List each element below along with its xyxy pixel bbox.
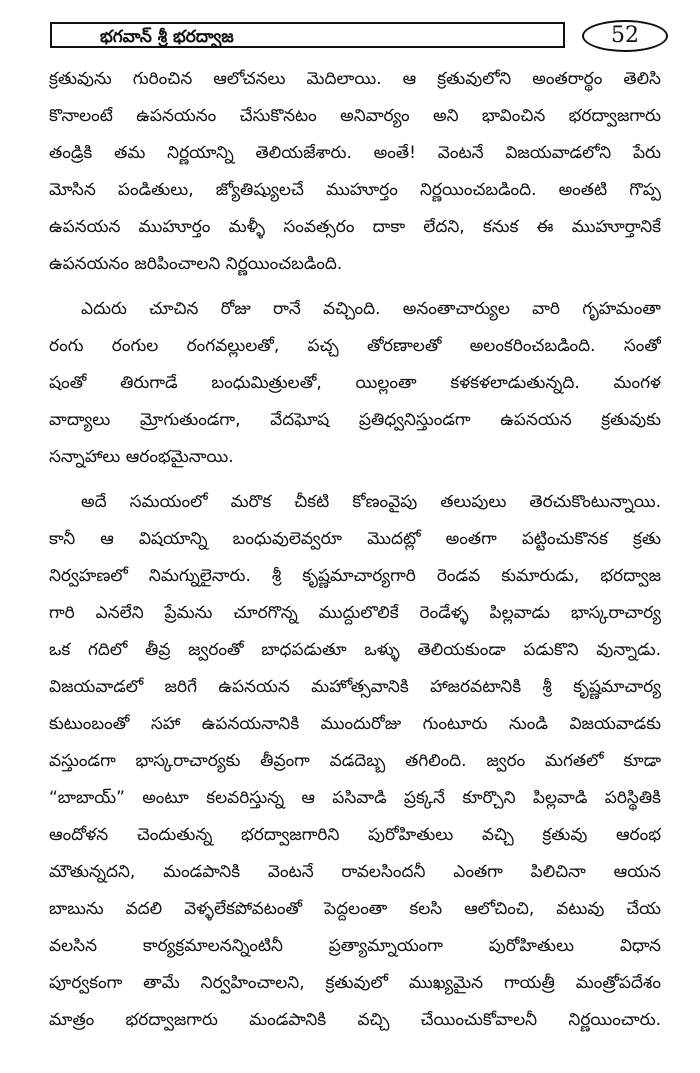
text-line: మోసిన పండితులు, జ్యోతిష్యులచే ముహూర్తం నిర్ణయించబడింది. అంతటి గొప్ప: [49, 180, 661, 200]
paragraph-gap: [49, 476, 661, 484]
text-line: పూర్వకంగా తామే నిర్వహించాలని, క్రతువులో ముఖ్యమైన గాయత్రీ మంత్రోపదేశం: [49, 973, 661, 993]
page-number: 52: [582, 20, 668, 52]
body-text: [49, 61, 661, 1039]
paragraph-1: [49, 61, 661, 283]
text-line: రంగు రంగుల రంగవల్లులతో, పచ్చ తోరణాలతో అలంకరించబడింది. సంతో: [49, 336, 661, 356]
text-line: ఒక గదిలో తీవ్ర జ్వరంతో బాధపడుతూ ఒళ్ళు తెలియకుండా పడుకొని వున్నాడు.: [49, 640, 661, 660]
header-title-box: [50, 22, 565, 48]
text-line: మాత్రం భరద్వాజగారు మండపానికి వచ్చి చేయించుకోవాలనీ నిర్ణయించారు.: [49, 1010, 661, 1030]
text-line: క్రతువును గురించిన ఆలోచనలు మెదిలాయి. ఆ క్రతువులోని అంతరార్థం తెలిసి: [49, 69, 661, 89]
text-line: అదే సమయంలో మరొక చీకటి కోణంవైపు తలుపులు తెరచుకొంటున్నాయి.: [81, 492, 661, 512]
text-line: వస్తుండగా భాస్కరాచార్యకు తీవ్రంగా వడదెబ్బ తగిలింది. జ్వరం మగతలో కూడా: [49, 751, 661, 771]
text-line: వలసిన కార్యక్రమాలనన్నింటినీ ప్రత్యామ్నాయంగా పురోహితులు విధాన: [49, 936, 661, 956]
text-line: ఉపనయన ముహూర్తం మళ్ళీ సంవత్సరం దాకా లేదని, కనుక ఈ ముహూర్తానికే: [49, 217, 661, 237]
text-line: విజయవాడలో జరిగే ఉపనయన మహోత్సవానికి హాజరవటానికి శ్రీ కృష్ణమాచార్య: [49, 677, 661, 697]
text-line: సన్నాహాలు ఆరంభమైనాయి.: [49, 447, 234, 467]
text-line: ఎదురు చూచిన రోజు రానే వచ్చింది. అనంతాచార్యుల వారి గృహమంతా: [81, 299, 661, 319]
text-line: గారి ఎనలేని ప్రేమను చూరగొన్న ముద్దులొలికే రెండేళ్ళ పిల్లవాడు భాస్కరాచార్య: [49, 603, 661, 623]
text-line: కొనాలంటే ఉపనయనం చేసుకొనటం అనివార్యం అని భావించిన భరద్వాజగారు: [49, 106, 661, 126]
text-line: ఉపనయనం జరిపించాలని నిర్ణయించబడింది.: [49, 254, 343, 274]
text-line: షంతో తిరుగాడే బంధుమిత్రులతో, యిల్లంతా కళకళలాడుతున్నది. మంగళ: [49, 373, 661, 393]
running-title: భగవాన్ శ్రీ భరద్వాజ: [100, 27, 234, 47]
paragraph-2: [49, 291, 661, 476]
text-line: “బాబాయ్” అంటూ కలవరిస్తున్న ఆ పసివాడి ప్రక్కనే కూర్చొని పిల్లవాడి పరిస్థితికి: [49, 788, 661, 808]
paragraph-gap: [49, 283, 661, 291]
page-header: [50, 22, 662, 52]
text-line: కుటుంబంతో సహా ఉపనయనానికి ముందురోజు గుంటూరు నుండి విజయవాడకు: [49, 714, 661, 734]
paragraph-3: [49, 484, 661, 1039]
text-line: ఆందోళన చెందుతున్న భరద్వాజగారిని పురోహితులు వచ్చి క్రతువు ఆరంభ: [49, 825, 661, 845]
text-line: మౌతున్నదని, మండపానికి వెంటనే రావలసిందనీ ఎంతగా పిలిచినా ఆయన: [49, 862, 661, 882]
text-line: బాబును వదలి వెళ్ళలేకపోవటంతో పెద్దలంతా కలసి ఆలోచించి, వటువు చేయ: [49, 899, 661, 919]
text-line: నిర్వహణలో నిమగ్నులైనారు. శ్రీ కృష్ణమాచార్యగారి రెండవ కుమారుడు, భరద్వాజ: [49, 566, 661, 586]
text-line: వాద్యాలు మ్రోగుతుండగా, వేదఘోష ప్రతిధ్వనిస్తుండగా ఉపనయన క్రతువుకు: [49, 410, 661, 430]
text-line: కానీ ఆ విషయాన్ని బంధువులెవ్వరూ మొదట్లో అంతగా పట్టించుకొనక క్రతు: [49, 529, 661, 549]
text-line: తండ్రికి తమ నిర్ణయాన్ని తెలియజేశారు. అంతే! వెంటనే విజయవాడలోని పేరు: [49, 143, 661, 163]
